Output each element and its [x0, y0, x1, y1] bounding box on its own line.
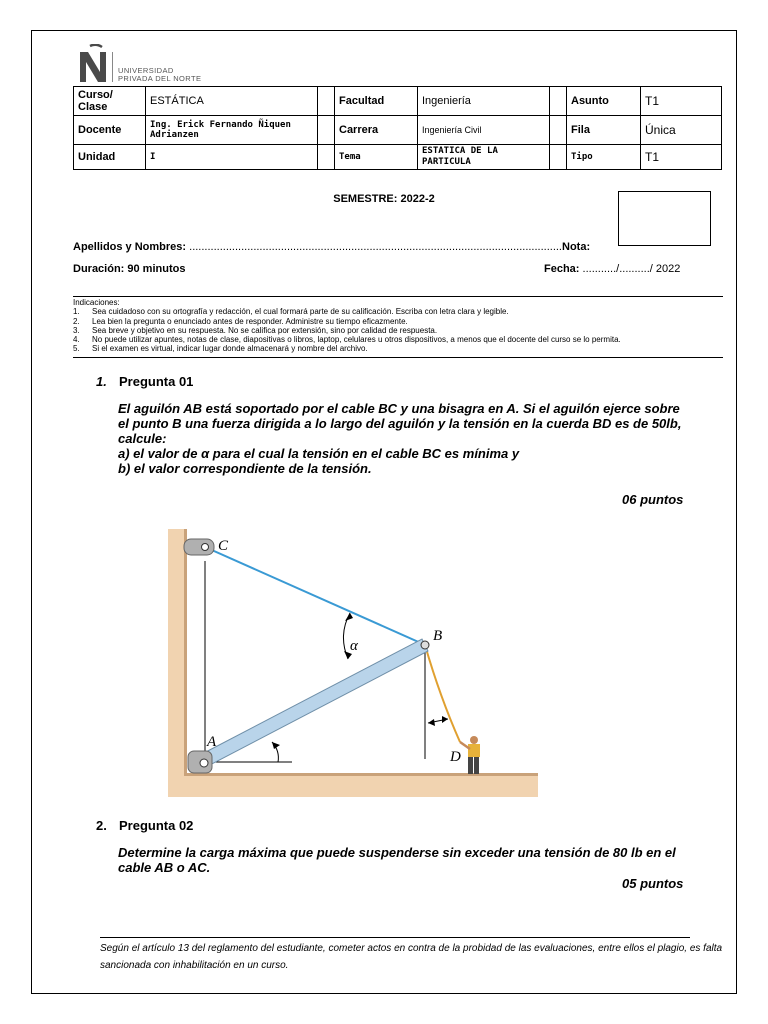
- label-docente: Docente: [74, 116, 146, 145]
- duration: Duración: 90 minutos: [73, 263, 186, 275]
- label-carrera: Carrera: [335, 116, 418, 145]
- label-curso: Curso/ Clase: [74, 87, 146, 116]
- grade-box: [618, 191, 711, 246]
- value-fila: Única: [641, 116, 722, 145]
- label-alpha: α: [350, 638, 358, 654]
- divider-footer: [100, 937, 690, 938]
- semester-title: SEMESTRE: 2022-2: [333, 193, 435, 205]
- course-info-table: [73, 86, 722, 170]
- label-a: A: [207, 734, 217, 750]
- label-fila: Fila: [567, 116, 641, 145]
- value-facultad: Ingeniería: [418, 87, 550, 116]
- university-name: UNIVERSIDAD PRIVADA DEL NORTE: [118, 66, 202, 83]
- value-asunto: T1: [641, 87, 722, 116]
- divider-top: [73, 296, 723, 297]
- q2-number: 2.: [96, 818, 107, 833]
- q2-points: 05 puntos: [622, 876, 684, 891]
- q1-statement: El aguilón AB está soportado por el cable BC y una bisagra en A. Si el aguilón ejerce sobre el punto B una fuerza dirigida a lo largo del aguilón y la tensión en la cuerda BD es de 50lb, calcule: a) el valor de α para el cual la tensión en el cable BC es mínima y b) el valor correspondiente de la tensión.: [118, 401, 682, 476]
- date-line: Fecha: .........../........../ 2022: [544, 263, 681, 275]
- value-tema: ESTATICA DE LA PARTICULA: [418, 145, 550, 170]
- label-c: C: [218, 538, 229, 554]
- label-asunto: Asunto: [567, 87, 641, 116]
- floor: [168, 775, 538, 797]
- q1-number: 1.: [96, 374, 107, 389]
- q1-points: 06 puntos: [622, 492, 684, 507]
- footer-note: Según el artículo 13 del reglamento del estudiante, cometer actos en contra de la probidad de las evaluaciones, entre ellos el plagio, es falta sancionada con inhabilitación en un curso.: [100, 943, 723, 971]
- label-facultad: Facultad: [335, 87, 418, 116]
- label-unidad: Unidad: [74, 145, 146, 170]
- label-b: B: [433, 628, 443, 644]
- value-tipo: T1: [641, 145, 722, 170]
- instructions: Indicaciones: 1. Sea cuidadoso con su ortografía y redacción, el cual formará parte de su calificación. Escriba con letra clara y legible. 2. Lea bien la pregunta o enunciado antes de responder. Administre su tiempo eficazmente. 3. Sea breve y objetivo en su respuesta. No se califica por extensión, sino por calidad de respuesta. 4. No puede utilizar apuntes, notas de clase, diapositivas o libros, laptop, celulares u otros dispositivos, a menos que el docente del curso se lo permita. 5. Si el examen es virtual, indicar lugar donde almacenará y nombre del archivo.: [73, 298, 621, 354]
- label-tipo: Tipo: [567, 145, 641, 170]
- label-tema: Tema: [335, 145, 418, 170]
- q2-title: Pregunta 02: [119, 818, 194, 833]
- student-name-line: Apellidos y Nombres: ..........................................................................................................................Nota:: [73, 241, 591, 253]
- value-unidad: I: [146, 145, 318, 170]
- q2-statement: Determine la carga máxima que puede suspenderse sin exceder una tensión de 80 lb en el cable AB o AC.: [118, 845, 676, 875]
- value-carrera: Ingeniería Civil: [418, 116, 550, 145]
- q1-title: Pregunta 01: [119, 374, 194, 389]
- label-d: D: [450, 749, 461, 765]
- divider-instructions: [73, 357, 723, 358]
- boom-figure: [160, 527, 540, 799]
- value-curso: ESTÁTICA: [146, 87, 318, 116]
- wall: [168, 529, 186, 797]
- value-docente: Ing. Erick Fernando Ñiquen Adrianzen: [146, 116, 318, 145]
